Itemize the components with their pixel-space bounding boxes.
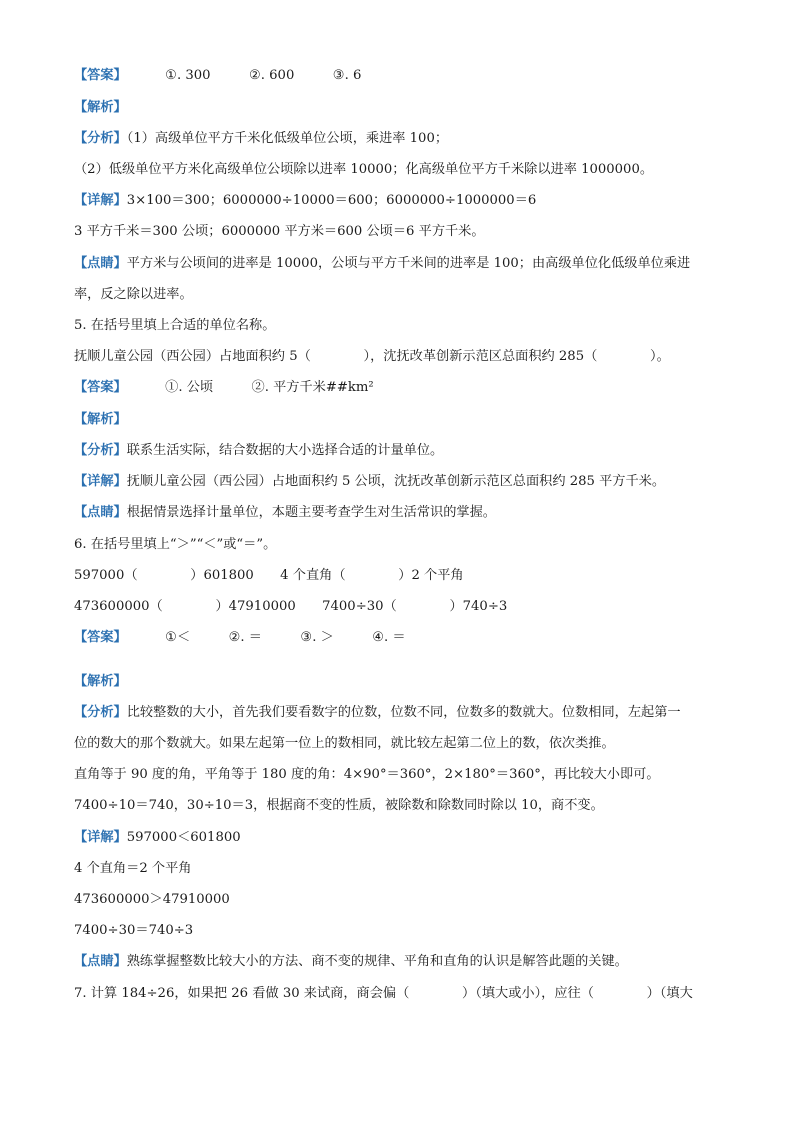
xiangjie-text: 3 平方千米＝300 公顷；6000000 平方米＝600 公顷＝6 平方千米。 <box>74 224 485 239</box>
answer-item: ①＜ <box>165 630 191 645</box>
analysis-tag: 【解析】 <box>74 100 127 115</box>
fenxi-text: 联系生活实际，结合数据的大小选择合适的计量单位。 <box>126 443 444 458</box>
fenxi-text: （2）低级单位平方米化高级单位公顷除以进率 10000；化高级单位平方千米除以进率 1000000。 <box>74 162 654 177</box>
xiangjie-text: 473600000＞47910000 <box>74 892 230 907</box>
fenxi-text: 位的数大的那个数就大。如果左起第一位上的数相同，就比较左起第二位上的数，依次类推。 <box>74 736 615 751</box>
dianjing-text: 率，反之除以进率。 <box>74 287 193 302</box>
answer-tag: 【答案】 <box>74 68 127 83</box>
question-6 <box>74 536 276 554</box>
answer-item: ②. 平方千米##km² <box>251 380 374 395</box>
answer-item: ②. 600 <box>248 68 295 83</box>
fenxi-line <box>74 704 681 722</box>
fenxi-tag: 【分析】 <box>74 131 127 146</box>
dianjing-tag: 【点睛】 <box>74 256 127 271</box>
xiangjie-text: 7400÷30＝740÷3 <box>74 923 194 938</box>
dianjing-line <box>74 286 193 304</box>
xiangjie-text: 4 个直角＝2 个平角 <box>74 861 192 876</box>
question-7 <box>74 985 693 1003</box>
dianjing-tag: 【点睛】 <box>74 505 127 520</box>
answer-row <box>74 67 361 85</box>
fenxi-text: 直角等于 90 度的角，平角等于 180 度的角：4×90°＝360°，2×180°＝360°，再比较大小即可。 <box>74 767 660 782</box>
xiangjie-line <box>74 860 191 878</box>
answer-item: ④. ＝ <box>372 630 406 645</box>
fenxi-line <box>74 797 604 815</box>
xiangjie-text: 3×100＝300；6000000÷10000＝600；6000000÷1000000＝6 <box>126 193 537 208</box>
xiangjie-tag: 【详解】 <box>74 474 127 489</box>
xiangjie-tag: 【详解】 <box>74 193 127 208</box>
analysis-heading <box>74 99 127 117</box>
dianjing-tag: 【点睛】 <box>74 954 127 969</box>
question-text: 5. 在括号里填上合适的单位名称。 <box>74 318 276 333</box>
analysis-tag: 【解析】 <box>74 412 127 427</box>
question-5 <box>74 317 275 335</box>
fenxi-tag: 【分析】 <box>74 705 127 720</box>
answer-tag: 【答案】 <box>74 630 127 645</box>
xiangjie-text: 597000＜601800 <box>126 830 241 845</box>
dianjing-line <box>74 953 628 971</box>
xiangjie-line <box>74 829 241 847</box>
dianjing-text: 根据情景选择计量单位，本题主要考查学生对生活常识的掌握。 <box>126 505 496 520</box>
answer-item: ②. ＝ <box>228 630 262 645</box>
fenxi-line <box>74 735 615 753</box>
answer-row <box>74 629 406 647</box>
fenxi-text: （1）高级单位平方千米化低级单位公顷，乘进率 100； <box>126 131 449 146</box>
xiangjie-line <box>74 192 536 210</box>
question-6-body <box>74 598 507 616</box>
question-6-body <box>74 567 464 585</box>
analysis-tag: 【解析】 <box>74 674 127 689</box>
analysis-heading <box>74 673 127 691</box>
answer-tag: 【答案】 <box>74 380 127 395</box>
dianjing-text: 熟练掌握整数比较大小的方法、商不变的规律、平角和直角的认识是解答此题的关键。 <box>126 954 628 969</box>
answer-item: ①. 300 <box>165 68 211 83</box>
fenxi-line <box>74 130 448 148</box>
question-body-text: 抚顺儿童公园（西公园）占地面积约 5（ ），沈抚改革创新示范区总面积约 285（ ）。 <box>74 349 670 364</box>
xiangjie-line <box>74 891 230 909</box>
xiangjie-line <box>74 473 665 491</box>
question-5-body <box>74 348 670 366</box>
answer-item: ①. 公顷 <box>165 380 214 395</box>
analysis-heading <box>74 411 127 429</box>
fenxi-text: 比较整数的大小，首先我们要看数字的位数，位数不同，位数多的数就大。位数相同，左起第一 <box>126 705 681 720</box>
question-body-text: 597000（ ）601800 4 个直角（ ）2 个平角 <box>74 568 464 583</box>
fenxi-tag: 【分析】 <box>74 443 127 458</box>
answer-item: ③. ＞ <box>300 630 334 645</box>
xiangjie-tag: 【详解】 <box>74 830 127 845</box>
fenxi-line <box>74 442 443 460</box>
answer-row <box>74 379 374 397</box>
question-text: 7. 计算 184÷26，如果把 26 看做 30 来试商，商会偏（ ）（填大或小），应往（ ）（填大 <box>74 986 693 1001</box>
dianjing-line <box>74 504 496 522</box>
fenxi-line <box>74 766 660 784</box>
xiangjie-line <box>74 223 485 241</box>
dianjing-line <box>74 255 690 273</box>
question-text: 6. 在括号里填上“＞”“＜”或“＝”。 <box>74 537 277 552</box>
question-body-text: 473600000（ ）47910000 7400÷30（ ）740÷3 <box>74 599 508 614</box>
fenxi-line <box>74 161 653 179</box>
dianjing-text: 平方米与公顷间的进率是 10000，公顷与平方千米间的进率是 100；由高级单位化低级单位乘进 <box>126 256 691 271</box>
fenxi-text: 7400÷10＝740，30÷10＝3，根据商不变的性质，被除数和除数同时除以 10，商不变。 <box>74 798 604 813</box>
answer-item: ③. 6 <box>332 68 362 83</box>
xiangjie-text: 抚顺儿童公园（西公园）占地面积约 5 公顷，沈抚改革创新示范区总面积约 285 平方千米。 <box>126 474 666 489</box>
xiangjie-line <box>74 922 193 940</box>
